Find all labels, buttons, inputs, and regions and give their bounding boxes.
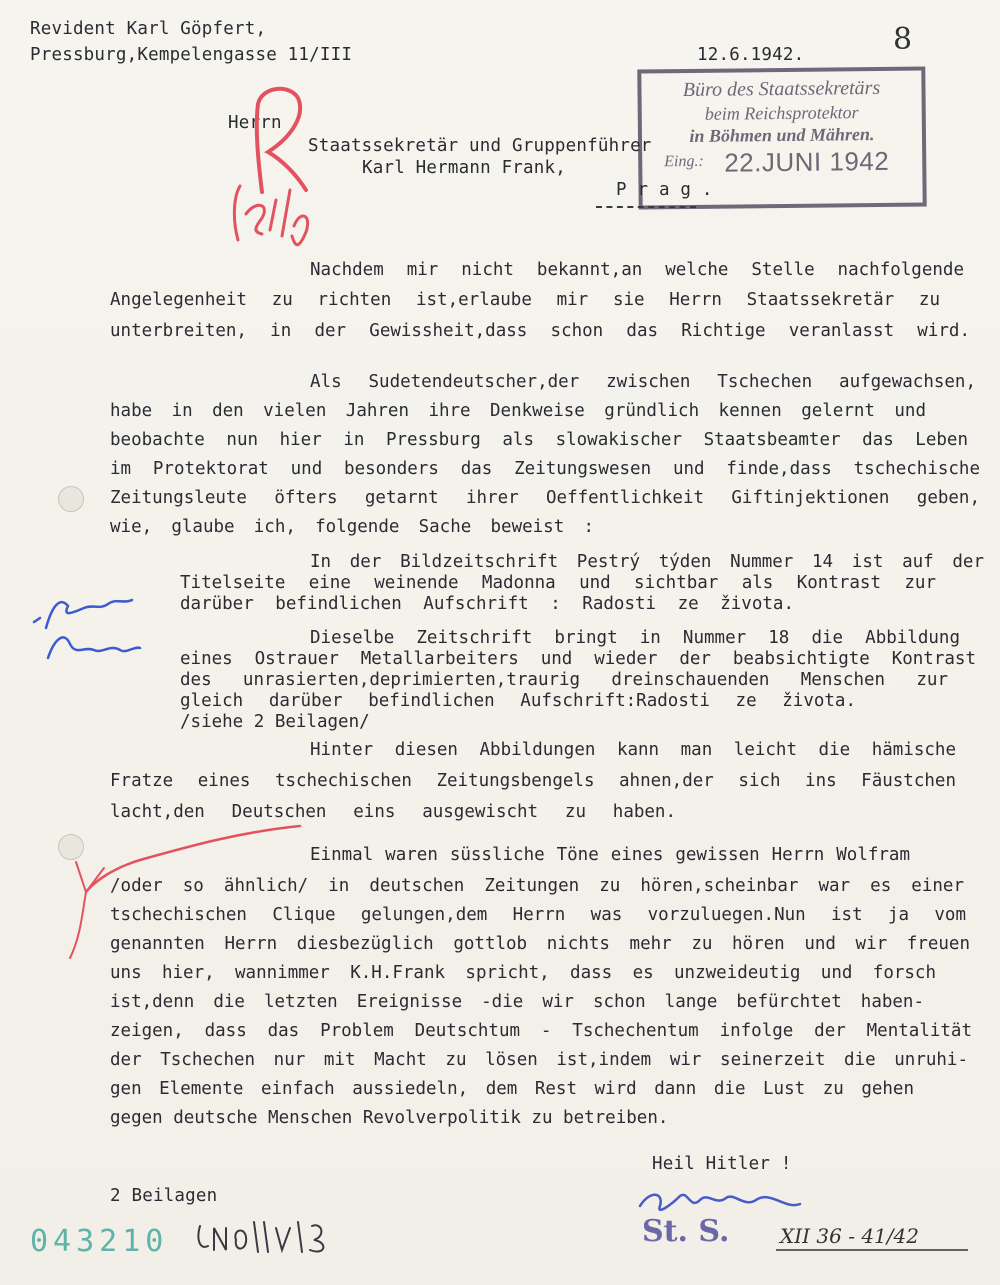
body-line: Hinter diesen Abbildungen kann man leicht die hämische (310, 740, 956, 760)
blue-margin-note-mark (34, 600, 140, 658)
body-line: Fratze eines tschechischen Zeitungsbengels ahnen,der sich ins Fäustchen (110, 771, 956, 791)
body-line: ist,denn die letzten Ereignisse -die wir schon lange befürchtet haben- (110, 992, 924, 1012)
blue-signature-mark (640, 1195, 800, 1210)
body-line: wie, glaube ich, folgende Sache beweist : (110, 517, 594, 537)
sender-address: Pressburg,Kempelengasse 11/III (30, 45, 353, 65)
salutation: Herrn (228, 113, 282, 133)
red-arrow-head-mark (76, 862, 104, 892)
red-pencil-date-mark (234, 186, 307, 245)
stamp-authority-line: beim Reichsprotektor (704, 102, 859, 124)
body-line: tschechischen Clique gelungen,dem Herrn was vorzuluegen.Nun ist ja vom (110, 905, 966, 925)
quote-line: eines Ostrauer Metallarbeiters und wieder der beabsichtigte Kontrast (180, 649, 976, 669)
body-line: lacht,den Deutschen eins ausgewischt zu haben. (110, 802, 676, 822)
red-pencil-initial-mark (257, 89, 306, 192)
body-line: Zeitungsleute öfters getarnt ihrer Oeffentlichkeit Giftinjektionen geben, (110, 488, 980, 508)
quote-line: des unrasierten,deprimierten,traurig dreinschauenden Menschen zur (180, 670, 948, 690)
stamp-office-line: Büro des Staatssekretärs (682, 76, 881, 102)
quote-line: Titelseite eine weinende Madonna und sichtbar als Kontrast zur (180, 573, 936, 593)
body-line: genannten Herrn diesbezüglich gottlob nichts mehr zu hören und wir freuen (110, 934, 970, 954)
body-line: Als Sudetendeutscher,der zwischen Tschechen aufgewachsen, (310, 372, 976, 392)
archive-number-stamp: 043210 (30, 1224, 169, 1259)
body-line: Nachdem mir nicht bekannt,an welche Stelle nachfolgende (310, 260, 964, 280)
recipient-title: Staatssekretär und Gruppenführer (308, 136, 652, 156)
closing-greeting: Heil Hitler ! (652, 1154, 792, 1174)
page-number: 8 (893, 22, 913, 57)
body-line: zeigen, dass das Problem Deutschtum - Tschechentum infolge der Mentalität (110, 1021, 972, 1041)
registry-handwriting-mark (198, 1222, 323, 1252)
red-arrow-tail-mark (70, 892, 86, 958)
file-reference: XII 36 - 41/42 (780, 1224, 919, 1248)
stamp-received-date: 22.JUNI 1942 (724, 145, 890, 178)
body-line: der Tschechen nur mit Macht zu lösen ist,indem wir seinerzeit die unruhi- (110, 1050, 968, 1070)
body-line: gegen deutsche Menschen Revolverpolitik zu betreiben. (110, 1108, 669, 1128)
body-line: Einmal waren süssliche Töne eines gewissen Herrn Wolfram (310, 845, 910, 865)
recipient-city: P r a g . (616, 180, 713, 200)
office-initials-stamp: St. S. (642, 1214, 730, 1249)
quote-line: darüber befindlichen Aufschrift : Radosti ze života. (180, 594, 794, 614)
sender-name: Revident Karl Göpfert, (30, 19, 267, 39)
quote-line: Dieselbe Zeitschrift bringt in Nummer 18 die Abbildung (310, 628, 960, 648)
body-line: gen Elemente einfach aussiedeln, dem Rest wird dann die Lust zu gehen (110, 1079, 914, 1099)
stamp-received-label: Eing.: (664, 152, 704, 171)
body-line: uns hier, wannimmer K.H.Frank spricht, dass es unzweideutig und forsch (110, 963, 936, 983)
enclosures-note: 2 Beilagen (110, 1186, 218, 1206)
stamp-region-line: in Böhmen und Mähren. (689, 124, 875, 146)
body-line: habe in den vielen Jahren ihre Denkweise gründlich kennen gelernt und (110, 401, 926, 421)
quote-line: gleich darüber befindlichen Aufschrift:Radosti ze života. (180, 691, 856, 711)
quote-line: In der Bildzeitschrift Pestrý týden Nummer 14 ist auf der (310, 552, 984, 572)
recipient-name: Karl Hermann Frank, (362, 158, 566, 178)
quote-line: /siehe 2 Beilagen/ (180, 712, 370, 732)
letter-date: 12.6.1942. (697, 45, 805, 65)
body-line: im Protektorat und besonders das Zeitungswesen und finde,dass tschechische (110, 459, 980, 479)
body-line: Angelegenheit zu richten ist,erlaube mir sie Herrn Staatssekretär zu (110, 290, 940, 310)
red-arrow-mark (86, 826, 300, 892)
body-line: unterbreiten, in der Gewissheit,dass schon das Richtige veranlasst wird. (110, 321, 970, 341)
body-line: /oder so ähnlich/ in deutschen Zeitungen zu hören,scheinbar war es einer (110, 876, 964, 896)
body-line: beobachte nun hier in Pressburg als slowakischer Staatsbeamter das Leben (110, 430, 968, 450)
